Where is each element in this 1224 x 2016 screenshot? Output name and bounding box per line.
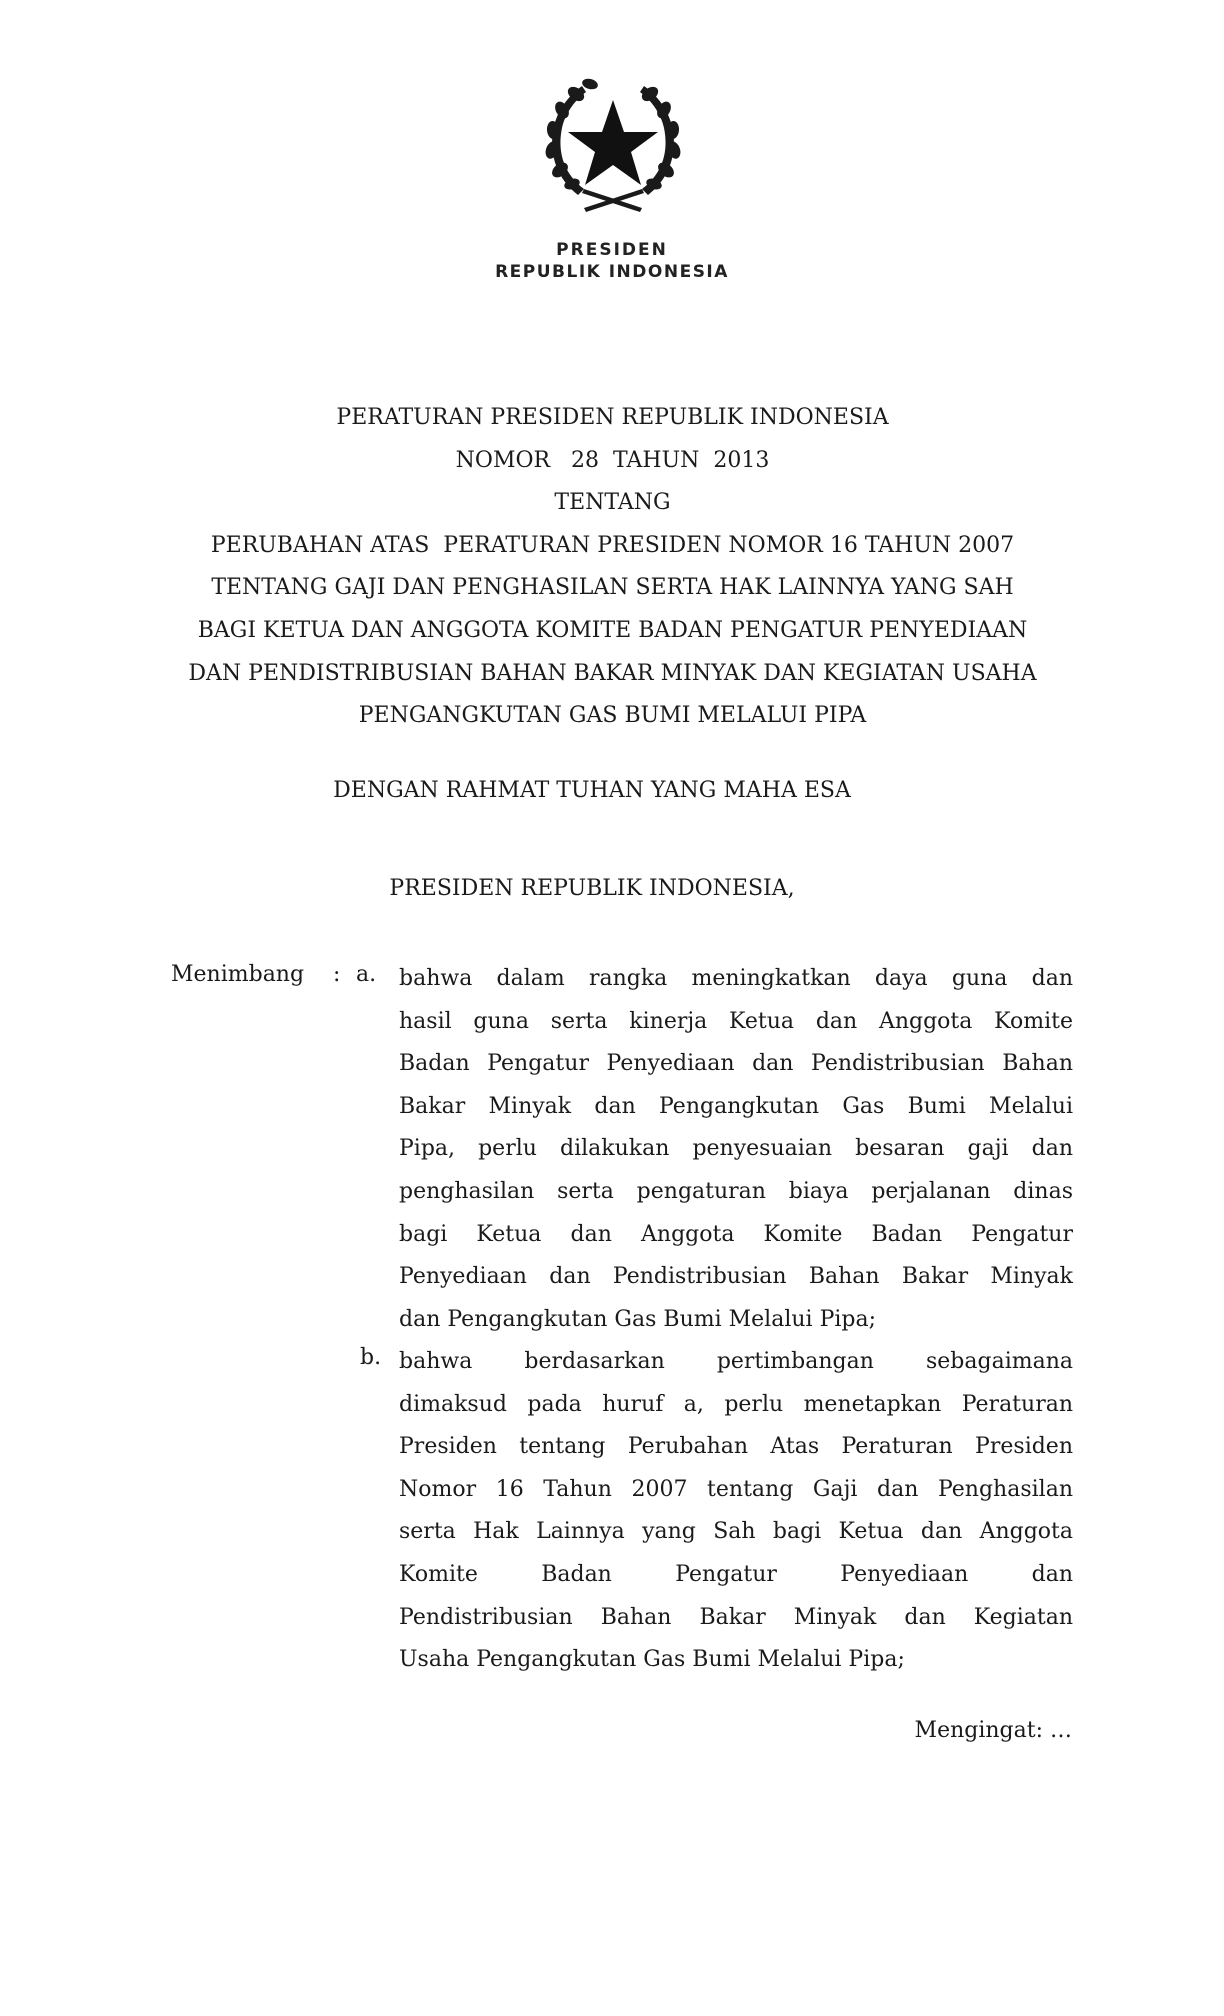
item-line: Badan Pengatur Penyediaan dan Pendistribusian Bahan — [399, 1051, 1073, 1077]
item-line: hasil guna serta kinerja Ketua dan Anggota Komite — [399, 1008, 1073, 1034]
title-line: TENTANG GAJI DAN PENGHASILAN SERTA HAK LAINNYA YANG SAH — [211, 575, 1014, 601]
item-line: bahwa dalam rangka meningkatkan daya guna dan — [399, 966, 1073, 991]
preamble-rahmat: DENGAN RAHMAT TUHAN YANG MAHA ESA — [333, 778, 851, 803]
title-line: TENTANG — [554, 490, 671, 516]
title-line: PERATURAN PRESIDEN REPUBLIK INDONESIA — [336, 405, 889, 430]
title-line: NOMOR 28 TAHUN 2013 — [455, 447, 770, 473]
item-line: Penyediaan dan Pendistribusian Bahan Bakar Minyak — [399, 1264, 1073, 1290]
regulation-title — [120, 397, 1105, 738]
letterhead-line-2: REPUBLIK INDONESIA — [495, 262, 729, 282]
item-marker-b: b. — [360, 1345, 382, 1370]
item-line: Pipa, perlu dilakukan penyesuaian besaran gaji dan — [399, 1136, 1073, 1162]
item-line: Presiden tentang Perubahan Atas Peraturan Presiden — [399, 1434, 1073, 1460]
title-line: PERUBAHAN ATAS PERATURAN PRESIDEN NOMOR 16 TAHUN 2007 — [210, 532, 1015, 558]
title-line: BAGI KETUA DAN ANGGOTA KOMITE BADAN PENGATUR PENYEDIAAN — [197, 617, 1028, 643]
letterhead-line-1: PRESIDEN — [556, 240, 668, 260]
item-line: bahwa berdasarkan pertimbangan sebagaimana — [399, 1349, 1073, 1374]
item-line: dan Pengangkutan Gas Bumi Melalui Pipa; — [399, 1306, 877, 1332]
item-line: Komite Badan Pengatur Penyediaan dan — [399, 1561, 1073, 1587]
menimbang-item-b — [399, 1341, 1073, 1682]
item-line: dimaksud pada huruf a, perlu menetapkan Peraturan — [399, 1391, 1073, 1417]
item-line: Pendistribusian Bahan Bakar Minyak dan Kegiatan — [399, 1604, 1073, 1630]
menimbang-colon: : — [333, 962, 341, 987]
item-line: penghasilan serta pengaturan biaya perjalanan dinas — [399, 1178, 1073, 1204]
title-line: PENGANGKUTAN GAS BUMI MELALUI PIPA — [358, 703, 867, 729]
menimbang-item-a — [399, 958, 1073, 1341]
item-line: bagi Ketua dan Anggota Komite Badan Pengatur — [399, 1221, 1073, 1247]
item-line: Nomor 16 Tahun 2007 tentang Gaji dan Penghasilan — [399, 1476, 1073, 1502]
menimbang-label: Menimbang — [171, 962, 305, 987]
presidential-emblem-icon — [538, 70, 688, 220]
item-marker-a: a. — [356, 962, 377, 987]
title-line: DAN PENDISTRIBUSIAN BAHAN BAKAR MINYAK DAN KEGIATAN USAHA — [188, 660, 1037, 686]
item-line: Bakar Minyak dan Pengangkutan Gas Bumi Melalui — [399, 1093, 1073, 1119]
item-line: serta Hak Lainnya yang Sah bagi Ketua dan Anggota — [399, 1519, 1073, 1545]
preamble-presiden: PRESIDEN REPUBLIK INDONESIA, — [389, 876, 795, 901]
item-line: Usaha Pengangkutan Gas Bumi Melalui Pipa; — [399, 1647, 905, 1673]
next-page-catchword: Mengingat: … — [914, 1718, 1072, 1743]
